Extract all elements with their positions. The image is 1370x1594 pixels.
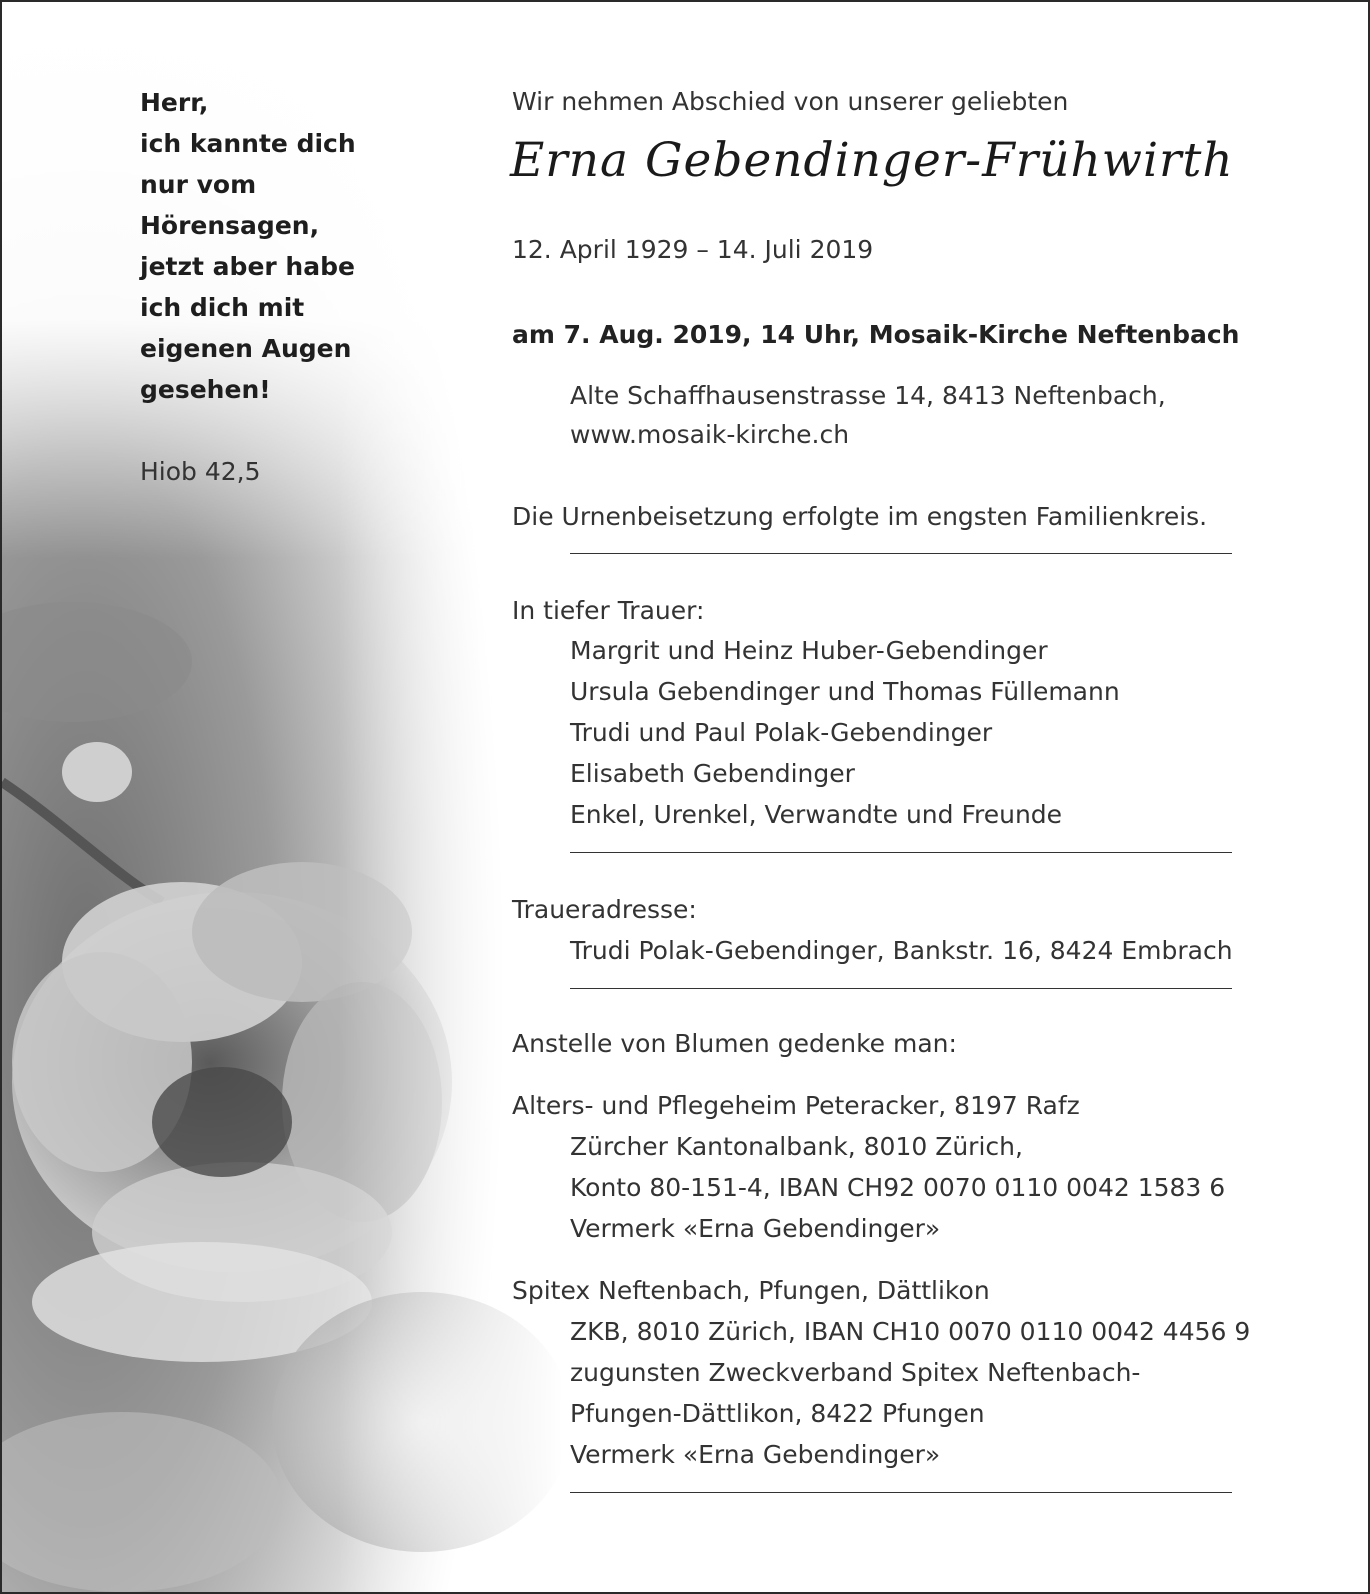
church-address: Alte Schaffhausenstrasse 14, 8413 Neftenbach, xyxy=(570,381,1166,410)
deceased-name: Erna Gebendinger-Frühwirth xyxy=(510,133,1234,188)
life-dates: 12. April 1929 – 14. Juli 2019 xyxy=(512,235,874,264)
donation-detail: Konto 80-151-4, IBAN CH92 0070 0110 0042 1583 6 xyxy=(570,1173,1226,1202)
divider xyxy=(570,1492,1232,1493)
donation-recipient: Spitex Neftenbach, Pfungen, Dättlikon xyxy=(512,1276,990,1305)
divider xyxy=(570,852,1232,853)
verse-line: gesehen! xyxy=(140,375,271,404)
bible-verse xyxy=(140,82,356,410)
verse-line: ich kannte dich xyxy=(140,129,356,158)
donation-detail: Vermerk «Erna Gebendinger» xyxy=(570,1214,941,1243)
mourner-name: Elisabeth Gebendinger xyxy=(570,759,855,788)
verse-line: jetzt aber habe xyxy=(140,252,355,281)
verse-line: eigenen Augen xyxy=(140,334,352,363)
donations-heading: Anstelle von Blumen gedenke man: xyxy=(512,1029,957,1058)
mourning-address-heading: Traueradresse: xyxy=(512,895,697,924)
divider xyxy=(570,553,1232,554)
mourner-name: Margrit und Heinz Huber-Gebendinger xyxy=(570,636,1048,665)
verse-line: ich dich mit xyxy=(140,293,305,322)
donation-recipient: Alters- und Pflegeheim Peteracker, 8197 Rafz xyxy=(512,1091,1080,1120)
intro-text: Wir nehmen Abschied von unserer geliebten xyxy=(512,87,1069,116)
mourner-name: Enkel, Urenkel, Verwandte und Freunde xyxy=(570,800,1063,829)
burial-note: Die Urnenbeisetzung erfolgte im engsten Familienkreis. xyxy=(512,502,1208,531)
donation-detail: ZKB, 8010 Zürich, IBAN CH10 0070 0110 0042 4456 9 xyxy=(570,1317,1251,1346)
verse-line: nur vom xyxy=(140,170,257,199)
verse-line: Herr, xyxy=(140,88,209,117)
mourner-name: Trudi und Paul Polak-Gebendinger xyxy=(570,718,993,747)
donation-detail: Pfungen-Dättlikon, 8422 Pfungen xyxy=(570,1399,985,1428)
church-website: www.mosaik-kirche.ch xyxy=(570,420,850,449)
mourners-heading: In tiefer Trauer: xyxy=(512,596,705,625)
divider xyxy=(570,988,1232,989)
mourner-name: Ursula Gebendinger und Thomas Füllemann xyxy=(570,677,1120,706)
verse-reference: Hiob 42,5 xyxy=(140,457,261,486)
mourning-address: Trudi Polak-Gebendinger, Bankstr. 16, 8424 Embrach xyxy=(570,936,1233,965)
donation-detail: zugunsten Zweckverband Spitex Neftenbach- xyxy=(570,1358,1141,1387)
donation-detail: Vermerk «Erna Gebendinger» xyxy=(570,1440,941,1469)
donation-detail: Zürcher Kantonalbank, 8010 Zürich, xyxy=(570,1132,1023,1161)
verse-line: Hörensagen, xyxy=(140,211,320,240)
service-info: am 7. Aug. 2019, 14 Uhr, Mosaik-Kirche Neftenbach xyxy=(512,320,1240,349)
